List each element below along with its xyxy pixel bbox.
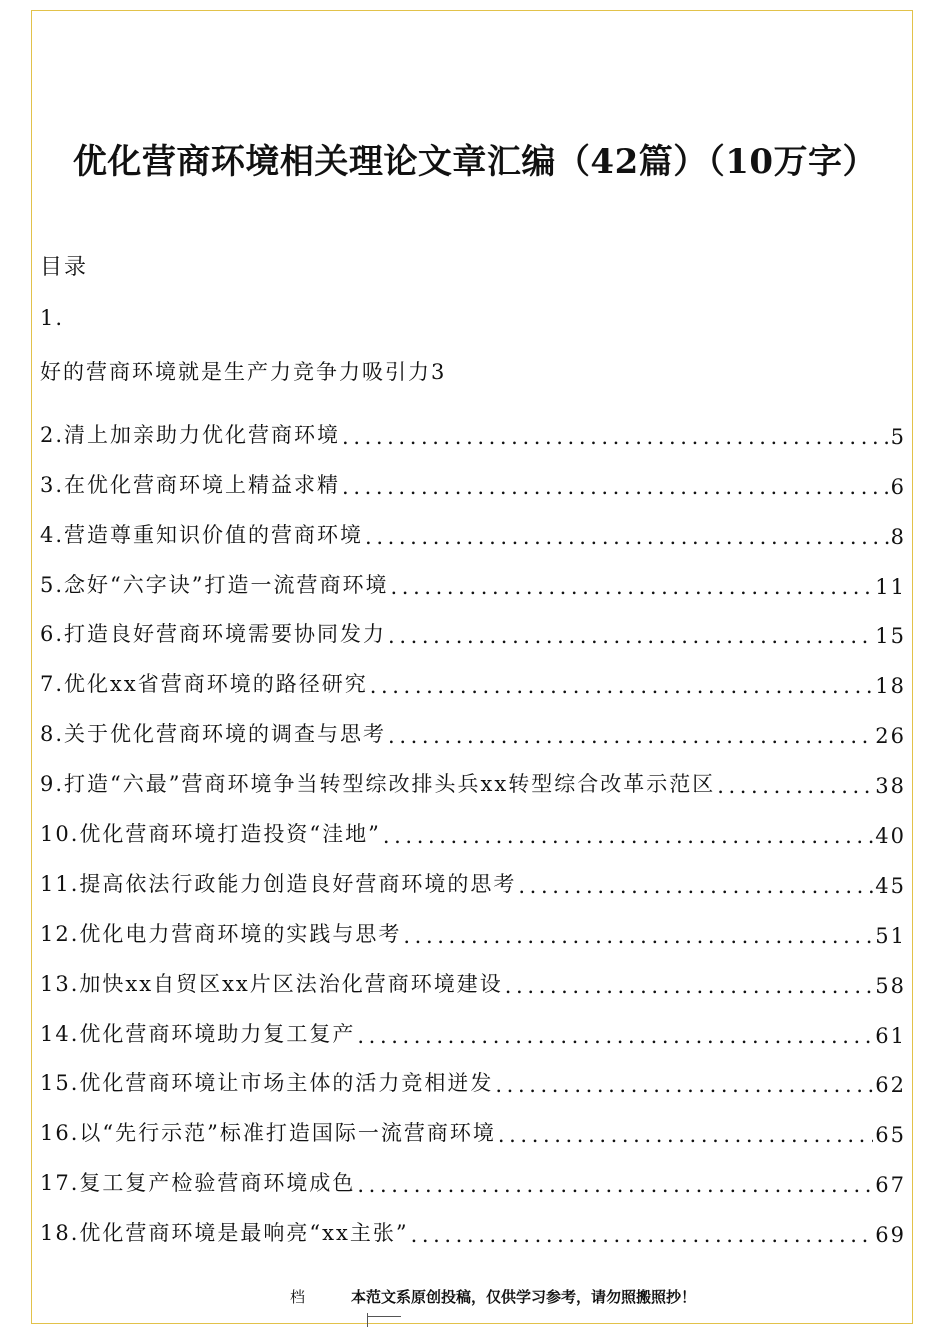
toc-leader [342,425,889,449]
toc-entry-title: 11.提高依法行政能力创造良好营商环境的思考 [40,871,517,896]
toc-entry-title: 15.优化营商环境让市场主体的活力竞相迸发 [40,1071,494,1096]
toc-page-number: 8 [890,524,906,549]
toc-entry[interactable] [40,449,906,499]
toc-page-number: 15 [875,624,906,649]
toc-leader [365,525,889,549]
document-title: 优化营商环境相关理论文章汇编（42篇）（10万字） [72,142,878,182]
toc-leader [518,874,873,898]
footer-left-text: 档 [290,1288,306,1306]
toc-heading: 目录 [40,255,89,280]
toc-page-number: 61 [875,1023,906,1048]
toc-entry[interactable] [40,1147,906,1197]
toc-page-number: 38 [875,774,906,799]
toc-page-number: 11 [875,574,906,599]
toc-page-number: 67 [875,1173,906,1198]
toc-entry-title: 12.优化电力营商环境的实践与思考 [40,921,402,946]
toc-leader [495,1073,873,1097]
toc-entry-title: 7.优化xx省营商环境的路径研究 [40,672,368,697]
toc-page-number: 6 [890,474,906,499]
toc-page-number: 26 [875,724,906,749]
toc-page-number: 45 [875,873,906,898]
toc-entry[interactable] [40,499,906,549]
toc-entry[interactable] [40,848,906,898]
toc-entry-title: 9.打造“六最”营商环境争当转型综改排头兵xx转型综合改革示范区 [40,772,716,797]
toc-entry[interactable] [40,399,906,449]
toc-entry[interactable] [40,549,906,599]
toc-entry-1-number: 1. [40,306,65,330]
toc-entry-title: 13.加快xx自贸区xx片区法治化营商环境建设 [40,971,503,996]
toc-leader [717,774,873,798]
toc-page-number: 18 [875,674,906,699]
toc-entry-title: 10.优化营商环境打造投资“洼地” [40,822,381,847]
toc-leader [383,824,873,848]
toc-entry-title: 3.在优化营商环境上精益求精 [40,472,341,497]
toc-leader [403,924,873,948]
toc-entry-title: 16.以“先行示范”标准打造国际一流营商环境 [40,1121,496,1146]
toc-entry[interactable] [40,998,906,1048]
toc-page-number: 69 [875,1223,906,1248]
table-of-contents [40,399,906,1247]
toc-leader [342,475,889,499]
toc-entry-title: 4.营造尊重知识价值的营商环境 [40,522,364,547]
toc-entry-title: 8.关于优化营商环境的调查与思考 [40,722,387,747]
toc-page-number: 40 [875,824,906,849]
toc-entry-title: 17.复工复产检验营商环境成色 [40,1171,356,1196]
toc-entry-title: 14.优化营商环境助力复工复产 [40,1021,356,1046]
toc-entry[interactable] [40,898,906,948]
toc-entry-title: 18.优化营商环境是最响亮“xx主张” [40,1221,409,1246]
toc-leader [498,1123,873,1147]
toc-leader [391,575,874,599]
footer-mark [367,1316,401,1323]
toc-page-number: 51 [875,923,906,948]
toc-leader [370,674,874,698]
toc-leader [411,1223,874,1247]
toc-entry[interactable] [40,698,906,748]
toc-entry[interactable] [40,948,906,998]
footer-notice: 本范文系原创投稿，仅供学习参考，请勿照搬照抄！ [351,1288,697,1306]
toc-leader [388,724,873,748]
toc-entry[interactable] [40,599,906,649]
toc-leader [505,974,873,998]
toc-entry[interactable] [40,1197,906,1247]
toc-entry[interactable] [40,648,906,698]
toc-page-number: 65 [875,1123,906,1148]
toc-leader [388,624,873,648]
toc-entry[interactable] [40,1097,906,1147]
toc-page-number: 5 [890,424,906,449]
toc-entry-title: 6.打造良好营商环境需要协同发力 [40,622,387,647]
toc-entry[interactable] [40,748,906,798]
toc-leader [357,1173,873,1197]
toc-entry-title: 2.清上加亲助力优化营商环境 [40,422,341,447]
toc-page-number: 58 [875,973,906,998]
toc-entry[interactable] [40,1048,906,1098]
toc-leader [357,1024,873,1048]
toc-entry-1-title[interactable]: 好的营商环境就是生产力竞争力吸引力3 [40,360,447,384]
toc-entry[interactable] [40,798,906,848]
page-footer [290,1286,696,1307]
toc-entry-title: 5.念好“六字诀”打造一流营商环境 [40,572,389,597]
toc-page-number: 62 [875,1073,906,1098]
